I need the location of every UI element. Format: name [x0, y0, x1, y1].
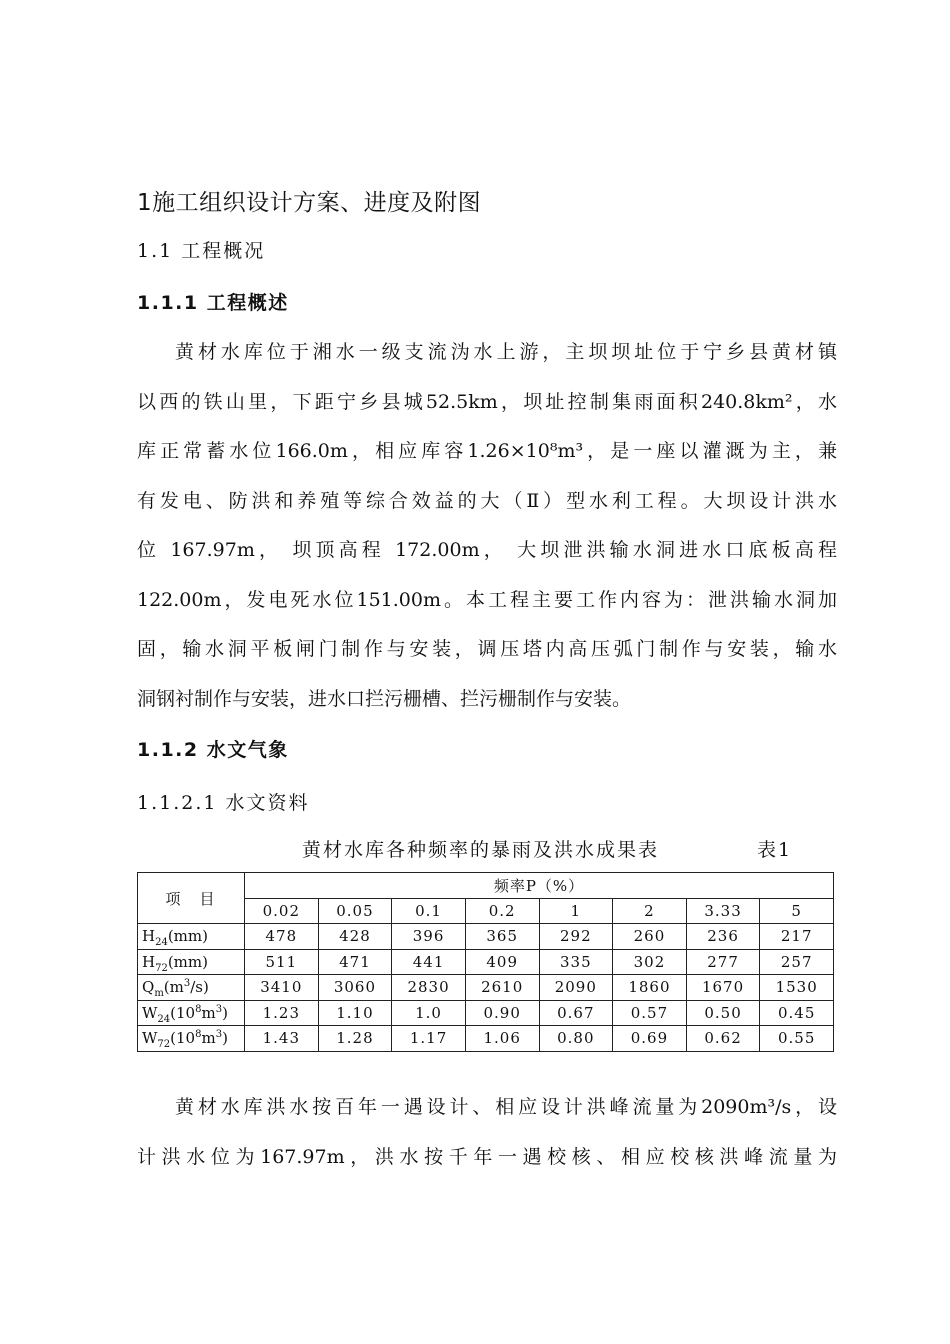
table-cell: 0.90: [465, 1000, 539, 1026]
table-cell: 2610: [465, 975, 539, 1001]
overview-line-5: 位 167.97m， 坝顶高程 172.00m， 大坝泄洪输水洞进水口底板高程: [137, 539, 837, 561]
frequency-cell: 0.2: [465, 898, 539, 924]
table-cell: 236: [686, 924, 760, 950]
flood-line-2: 计洪水位为167.97m，洪水按千年一遇校核、相应校核洪峰流量为: [137, 1145, 837, 1168]
frequency-cell: 0.05: [318, 898, 392, 924]
table-cell: 396: [392, 924, 466, 950]
table-cell: 2830: [392, 975, 466, 1001]
table-cell: 0.45: [760, 1000, 834, 1026]
row-label-h24: $H_{24}(mm)$: [138, 924, 245, 950]
table-cell: 1670: [686, 975, 760, 1001]
frequency-cell: 3.33: [686, 898, 760, 924]
frequency-header-cell: 频率P（%）: [245, 873, 834, 899]
table-cell: 478: [245, 924, 319, 950]
table-cell: 257: [760, 949, 834, 975]
table-row: [138, 924, 834, 950]
table-header-row: [138, 873, 834, 899]
overview-line-8: 洞钢衬制作与安装，进水口拦污栅槽、拦污栅制作与安装。: [137, 687, 632, 710]
overview-line-6: 122.00m，发电死水位151.00m。本工程主要工作内容为：泄洪输水洞加: [137, 588, 837, 611]
overview-line-3: 库正常蓄水位166.0m，相应库容1.26×10⁸m³，是一座以灌溉为主，兼: [137, 440, 837, 462]
table-caption: [137, 835, 837, 863]
flood-line-1: 黄材水库洪水按百年一遇设计、相应设计洪峰流量为2090m³/s，设: [175, 1096, 837, 1118]
table-cell: 1.17: [392, 1026, 466, 1052]
frequency-cell: 2: [613, 898, 687, 924]
table-row: [138, 949, 834, 975]
table-cell: 0.55: [760, 1026, 834, 1052]
table-cell: 217: [760, 924, 834, 950]
table-cell: 2090: [539, 975, 613, 1001]
table-cell: 0.50: [686, 1000, 760, 1026]
table-cell: 0.69: [613, 1026, 687, 1052]
table-cell: 292: [539, 924, 613, 950]
table-cell: 0.80: [539, 1026, 613, 1052]
row-label-w24: $W_{24}(10^8m^3)$: [138, 1000, 245, 1026]
table-cell: 1.28: [318, 1026, 392, 1052]
flood-design-paragraph: [137, 1083, 837, 1182]
item-header-cell: 项 目: [138, 873, 245, 924]
table-cell: 3060: [318, 975, 392, 1001]
table-cell: 0.67: [539, 1000, 613, 1026]
table-cell: 1.0: [392, 1000, 466, 1026]
frequency-cell: 1: [539, 898, 613, 924]
table-cell: 1860: [613, 975, 687, 1001]
section-heading-project-overview: 1.1 工程概况: [137, 240, 266, 262]
table-cell: 1.10: [318, 1000, 392, 1026]
table-cell: 277: [686, 949, 760, 975]
overview-paragraph: [137, 328, 837, 724]
table-cell: 3410: [245, 975, 319, 1001]
table-row: [138, 1000, 834, 1026]
table-cell: 1.06: [465, 1026, 539, 1052]
row-label-h72: $H_{72}(mm)$: [138, 949, 245, 975]
table-cell: 0.57: [613, 1000, 687, 1026]
subsection-heading-hydrology-data: 1.1.2.1 水文资料: [137, 792, 310, 814]
table-row: [138, 975, 834, 1001]
frequency-cell: 0.02: [245, 898, 319, 924]
table-cell: 511: [245, 949, 319, 975]
table-cell: 260: [613, 924, 687, 950]
table-cell: 0.62: [686, 1026, 760, 1052]
section-title: 1施工组织设计方案、进度及附图: [137, 190, 482, 216]
overview-line-2: 以西的铁山里，下距宁乡县城52.5km，坝址控制集雨面积240.8km²，水: [137, 390, 837, 413]
table-cell: 1.23: [245, 1000, 319, 1026]
subsection-heading-project-summary: 1.1.1 工程概述: [137, 292, 289, 314]
table-cell: 409: [465, 949, 539, 975]
table-cell: 365: [465, 924, 539, 950]
table-cell: 335: [539, 949, 613, 975]
table-cell: 1.43: [245, 1026, 319, 1052]
overview-line-7: 固，输水洞平板闸门制作与安装，调压塔内高压弧门制作与安装，输水: [137, 638, 837, 660]
overview-line-1: 黄材水库位于湘水一级支流沩水上游，主坝坝址位于宁乡县黄材镇: [175, 341, 837, 363]
table-row: [138, 1026, 834, 1052]
table-number: 表1: [757, 839, 793, 861]
table-cell: 428: [318, 924, 392, 950]
frequency-cell: 0.1: [392, 898, 466, 924]
frequency-cell: 5: [760, 898, 834, 924]
row-label-w72: $W_{72}(10^8m^3)$: [138, 1026, 245, 1052]
overview-line-4: 有发电、防洪和养殖等综合效益的大（Ⅱ）型水利工程。大坝设计洪水: [137, 489, 837, 512]
table-cell: 471: [318, 949, 392, 975]
table-cell: 1530: [760, 975, 834, 1001]
flood-frequency-table: [137, 872, 834, 1052]
row-label-qm: $Q_m(m^3/s)$: [138, 975, 245, 1001]
subsection-heading-hydrology-meteorology: 1.1.2 水文气象: [137, 739, 289, 761]
table-cell: 302: [613, 949, 687, 975]
table-caption-title: 黄材水库各种频率的暴雨及洪水成果表: [302, 839, 660, 861]
table-cell: 441: [392, 949, 466, 975]
